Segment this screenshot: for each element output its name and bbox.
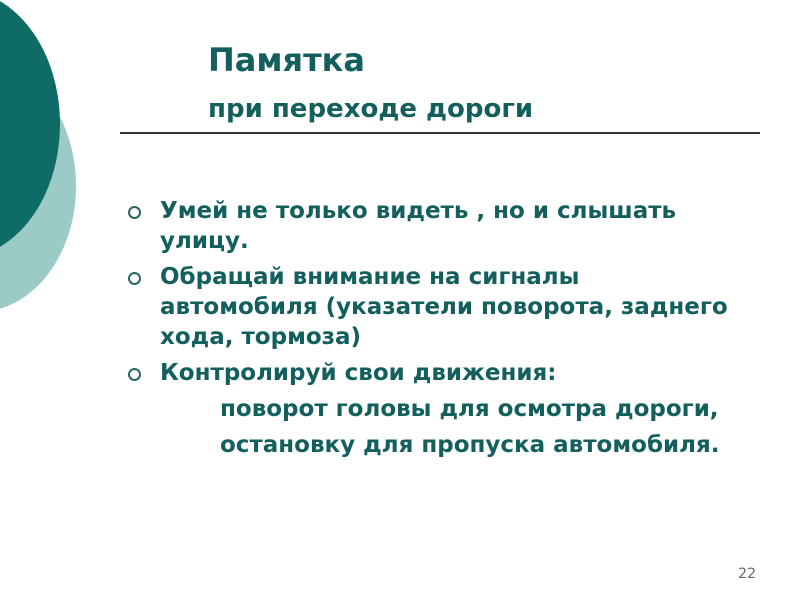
circle-bullet-icon	[128, 206, 141, 219]
sub-point-text: поворот головы для осмотра дороги,	[220, 396, 719, 422]
slide-title: Памятка	[208, 41, 365, 79]
page-number: 22	[738, 566, 756, 582]
title-divider	[120, 132, 760, 134]
bullet-text: Обращай внимание на сигналы автомобиля (указатели поворота, заднего хода, тормоза)	[160, 264, 728, 350]
bullet-item	[128, 196, 728, 256]
circle-bullet-icon	[128, 368, 141, 381]
circle-bullet-icon	[128, 272, 141, 285]
bullet-text: Контролируй свои движения:	[160, 360, 557, 386]
bullet-list	[128, 196, 728, 466]
sub-point	[128, 430, 728, 460]
bullet-text: Умей не только видеть , но и слышать улицу.	[160, 198, 677, 254]
bullet-item	[128, 262, 728, 352]
sub-point-text: остановку для пропуска автомобиля.	[220, 432, 720, 458]
slide-subtitle: при переходе дороги	[208, 94, 534, 124]
bullet-item	[128, 358, 728, 388]
sub-point	[128, 394, 728, 424]
